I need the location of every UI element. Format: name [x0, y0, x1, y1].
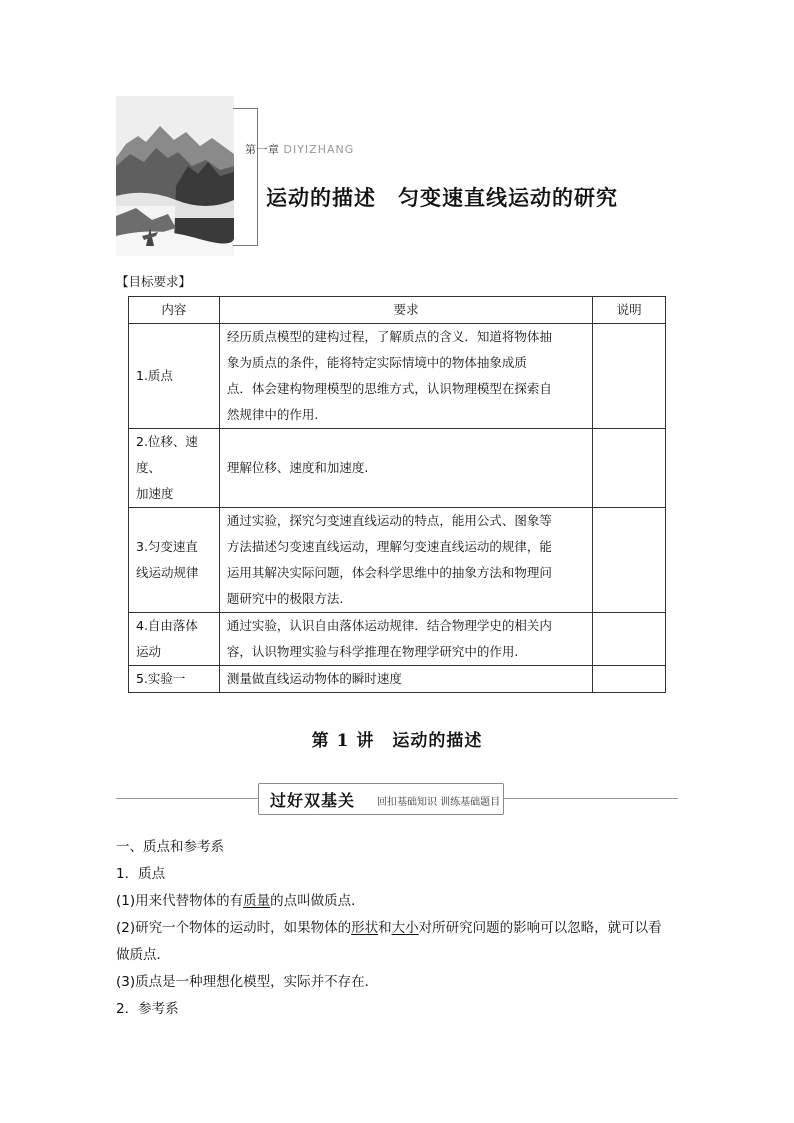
row-content: 4.自由落体 运动	[129, 613, 220, 666]
row-requirement: 通过实验，探究匀变速直线运动的特点，能用公式、图象等 方法描述匀变速直线运动，理解匀变速直线运动的规律，能 运用其解决实际问题，体会科学思维中的抽象方法和物理问 题研究中的极限方法.	[219, 508, 592, 613]
paragraph-2: (2)研究一个物体的运动时，如果物体的形状和大小对所研究问题的影响可以忽略，就可以看	[116, 920, 662, 936]
row-requirement: 测量做直线运动物体的瞬时速度	[219, 666, 592, 693]
lesson-title: 第 1 讲 运动的描述	[311, 731, 483, 751]
paragraph-2-cont: 做质点．	[116, 947, 170, 963]
heading-particle-reference: 一、质点和参考系	[116, 839, 224, 855]
row-content: 1.质点	[129, 324, 220, 429]
paragraph-1: (1)用来代替物体的有质量的点叫做质点．	[116, 893, 365, 909]
paragraph-3: (3)质点是一种理想化模型，实际并不存在．	[116, 974, 379, 990]
table-row	[129, 666, 666, 693]
row-note	[593, 429, 666, 508]
chapter-frame	[233, 108, 258, 246]
header-note: 说明	[593, 297, 666, 324]
row-requirement: 理解位移、速度和加速度.	[219, 429, 592, 508]
header-requirement: 要求	[219, 297, 592, 324]
chapter-title: 运动的描述 匀变速直线运动的研究	[266, 186, 618, 210]
row-note	[593, 324, 666, 429]
chapter-mountain-image	[116, 96, 234, 256]
chapter-label: 第一章 DIYIZHANG	[245, 143, 355, 156]
row-content: 2.位移、速度、 加速度	[129, 429, 220, 508]
section-bar-line-left	[116, 798, 258, 799]
goals-label: 【目标要求】	[116, 274, 192, 289]
header-content: 内容	[129, 297, 220, 324]
row-content: 3.匀变速直 线运动规律	[129, 508, 220, 613]
table-row	[129, 324, 666, 429]
section-bar-line-right	[502, 798, 678, 799]
mountain-illustration	[116, 96, 234, 256]
section-bar-title: 过好双基关	[270, 791, 356, 810]
row-content: 5.实验一	[129, 666, 220, 693]
table-header-row	[129, 297, 666, 324]
row-note	[593, 508, 666, 613]
table-row	[129, 613, 666, 666]
underlined-term: 大小	[391, 920, 419, 936]
table-row	[129, 429, 666, 508]
underlined-term: 质量	[243, 893, 271, 909]
chapter-label-en: DIYIZHANG	[283, 143, 355, 156]
heading-reference-frame: 2．参考系	[116, 1001, 179, 1017]
underlined-term: 形状	[351, 920, 379, 936]
table-row	[129, 508, 666, 613]
section-bar-subtitle: 回扣基础知识 训练基础题目	[377, 797, 501, 808]
row-requirement: 经历质点模型的建构过程，了解质点的含义．知道将物体抽 象为质点的条件，能将特定实际情境中的物体抽象成质 点．体会建构物理模型的思维方式，认识物理模型在探索自 然规律中的作用.	[219, 324, 592, 429]
heading-particle: 1．质点	[116, 866, 166, 882]
row-requirement: 通过实验，认识自由落体运动规律．结合物理学史的相关内 容，认识物理实验与科学推理在物理学研究中的作用.	[219, 613, 592, 666]
row-note	[593, 666, 666, 693]
goals-table	[128, 296, 666, 693]
row-note	[593, 613, 666, 666]
